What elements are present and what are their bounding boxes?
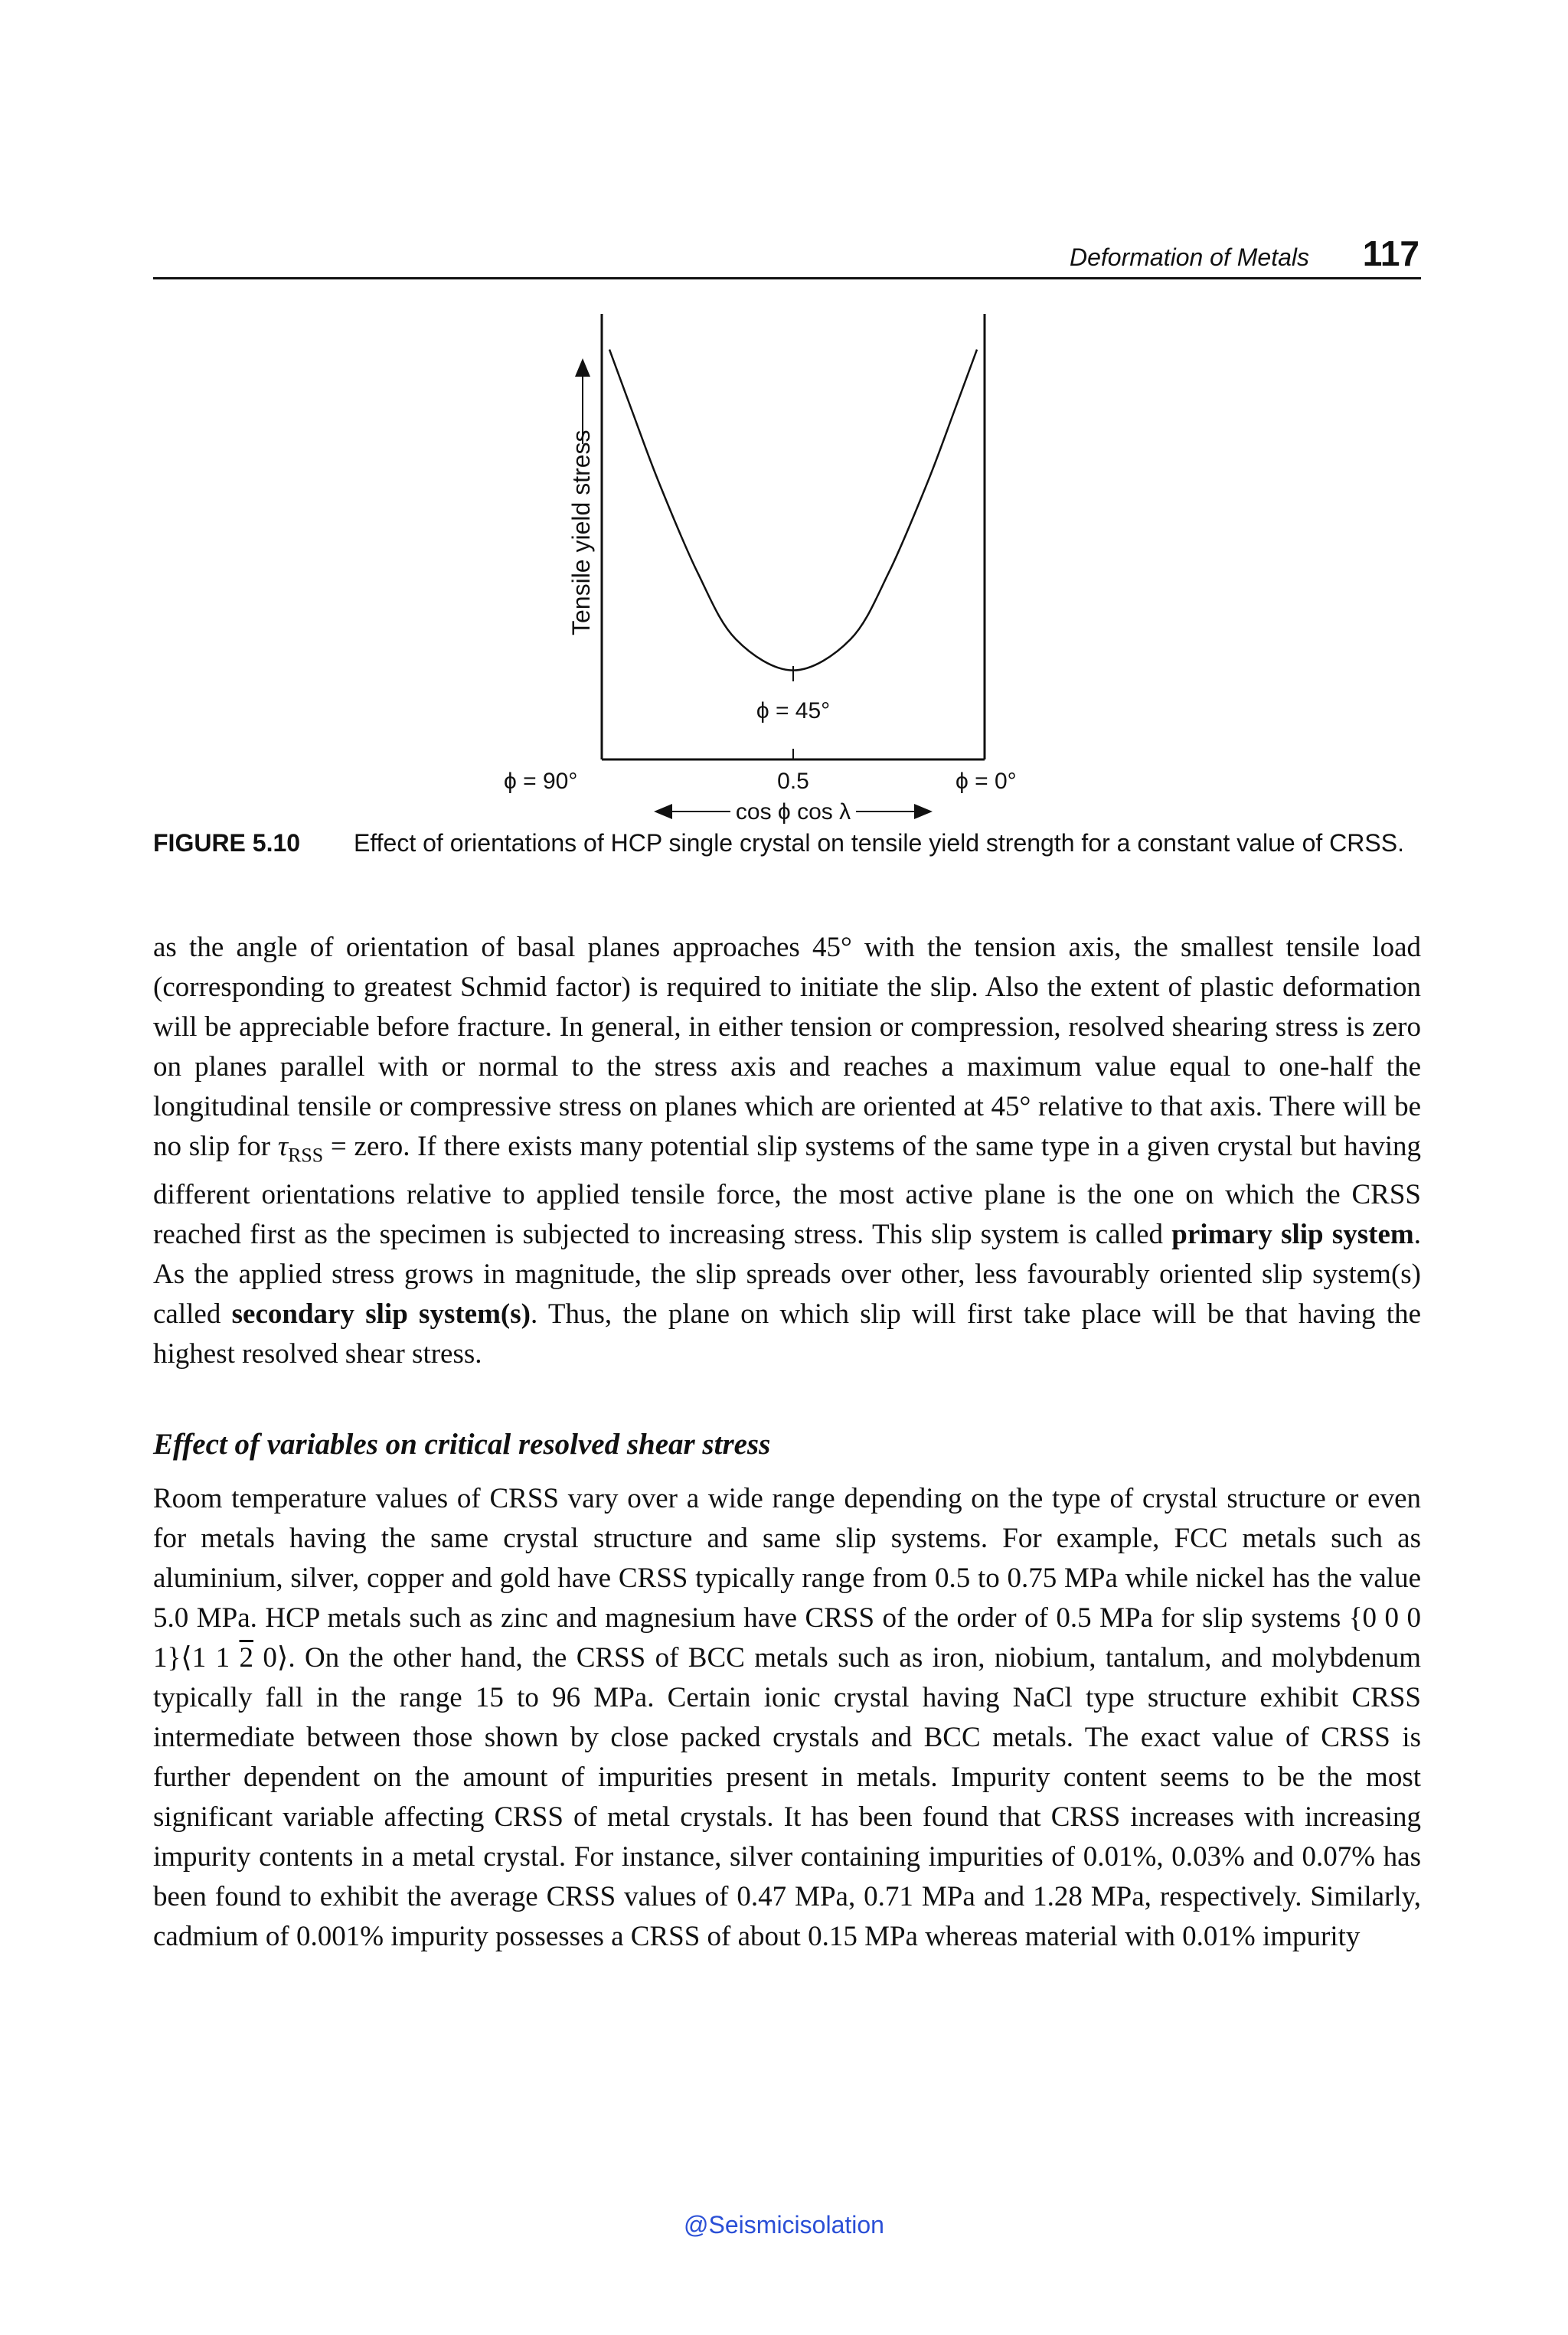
para1-text-4: . Thus, the plane on which slip will first take place will be that having the highest resolved shear stress. [153,1298,1422,1370]
header-rule [153,277,1421,279]
term-secondary-slip-system: secondary slip system(s) [231,1298,531,1331]
para1-text-2: = zero. If there exists many potential slip systems of the same type in a given crystal but having different orientations relative to applied tensile force, the most active plane is the one on which the CRSS reached first as the specimen is subjected to increasing stress. This slip system is called [153,1131,1422,1251]
running-title: Deformation of Metals [1069,243,1309,271]
para2-text-2: . On the other hand, the CRSS of BCC metals such as iron, niobium, tantalum, and molybdenum typically fall in the range 15 to 96 MPa. Certain ionic crystal having NaCl type structure exhibit CRSS intermediate between those shown by close packed crystals and BCC metals. The exact value of CRSS is further dependent on the amount of impurities present in metals. Impurity content seems to be the most significant variable affecting CRSS of metal crystals. It has been found that CRSS increases with increasing impurity contents in a metal crystal. For instance, silver containing impurities of 0.01%, 0.03% and 0.07% has been found to exhibit the average CRSS values of 0.47 MPa, 0.71 MPa and 1.28 MPa, respectively. Similarly, cadmium of 0.001% impurity possesses a CRSS of about 0.15 MPa whereas material with 0.01% impurity [153,1642,1422,1952]
tau-symbol: τ [277,1131,289,1162]
x-axis-label: cos ϕ cos λ [735,799,851,825]
yield-stress-curve [609,350,977,671]
caption-label: FIGURE 5.10 [153,829,301,857]
figure-caption [153,825,1421,861]
body-paragraph-1 [153,928,1421,1374]
page-number: 117 [1362,234,1419,273]
term-primary-slip-system: primary slip system [1171,1219,1414,1251]
minimum-label: ϕ = 45° [756,698,831,723]
chart-svg [504,306,1046,827]
x-center-label: 0.5 [777,769,809,794]
body-paragraph-2 [153,1479,1421,1957]
x-right-label: ϕ = 0° [956,769,1017,794]
x-left-label: ϕ = 90° [504,769,578,794]
caption-text: Effect of orientations of HCP single crystal on tensile yield strength for a constant value of CRSS. [354,829,1404,857]
section-heading: Effect of variables on critical resolved shear stress [153,1428,771,1461]
tau-subscript: RSS [288,1144,324,1167]
slip-direction-suffix: 0⟩ [253,1642,289,1674]
figure-5-10 [504,306,1046,827]
slip-direction-prefix: ⟨1 1 [181,1642,240,1674]
para2-text-1: Room temperature values of CRSS vary over a wide range depending on the type of crystal structure or even for metals having the same crystal structure and same slip systems. For example, FCC metals such as aluminium, silver, copper and gold have CRSS typically range from 0.5 to 0.75 MPa while nickel has the value 5.0 MPa. HCP metals such as zinc and magnesium have CRSS of the order of 0.5 MPa for slip systems [153,1483,1421,1634]
slip-direction-bar-index: 2 [239,1642,253,1674]
watermark: @Seismicisolation [684,2211,884,2239]
para1-text-1: as the angle of orientation of basal planes approaches 45° with the tension axis, the smallest tensile load (corresponding to greatest Schmid factor) is required to initiate the slip. Also the extent of plastic deformation will be appreciable before fracture. In general, in either tension or compression, resolved shearing stress is zero on planes parallel with or normal to the stress axis and reaches a maximum value equal to one-half the longitudinal tensile or compressive stress on planes which are oriented at 45° relative to that axis. There will be no slip for [153,932,1421,1162]
page-header [153,230,1421,276]
y-axis-label: Tensile yield stress [567,429,595,635]
slip-plane-index: {0 0 0 1} [153,1602,1421,1674]
para1-text-3: . As the applied stress grows in magnitude, the slip spreads over other, less favourably oriented slip system(s) called [153,1219,1421,1331]
